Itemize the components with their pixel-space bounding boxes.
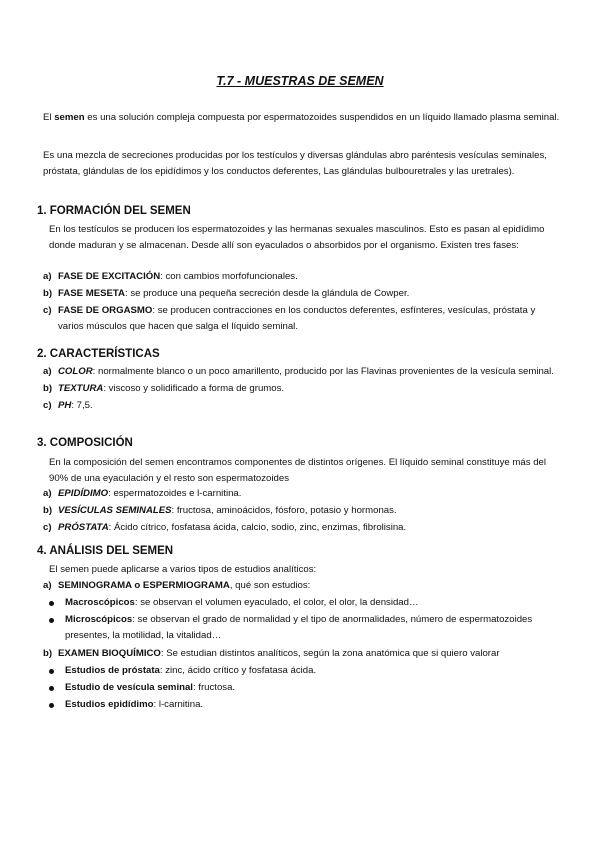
bullet-label: Microscópicos xyxy=(65,614,133,625)
section-heading-caracteristicas: 2. CARACTERÍSTICAS xyxy=(37,348,160,360)
item-text: : espermatozoides e l-carnitina. xyxy=(108,488,242,499)
list-marker: a) xyxy=(43,488,52,499)
list-item xyxy=(0,303,563,335)
section-text-analisis: El semen puede aplicarse a varios tipos de estudios analíticos: xyxy=(49,564,317,575)
list-marker: a) xyxy=(43,366,52,377)
item-label: SEMINOGRAMA o ESPERMIOGRAMA xyxy=(58,580,230,591)
bullet-dot xyxy=(49,618,54,623)
item-label: PH xyxy=(58,400,72,411)
section-heading-composicion: 3. COMPOSICIÓN xyxy=(37,437,133,449)
bullet-dot xyxy=(49,703,54,708)
bullet-dot xyxy=(49,601,54,606)
section-heading-analisis: 4. ANÁLISIS DEL SEMEN xyxy=(37,545,174,557)
list-item xyxy=(0,364,563,380)
item-text: , qué son estudios: xyxy=(229,580,311,591)
bullet-label: Estudio de vesícula seminal xyxy=(65,682,193,693)
item-text: : se producen contracciones en los conductos deferentes, esfínteres, vesículas, próstata y varios músculos que hacen que salga el líquido seminal. xyxy=(58,305,536,332)
section-text-composicion: En la composición del semen encontramos componentes de distintos orígenes. El líquido seminal constituye más del 90% de una eyaculación y el resto son espermatozoides xyxy=(49,457,547,484)
list-item xyxy=(0,646,563,662)
list-item xyxy=(0,269,563,285)
item-label: PRÓSTATA xyxy=(58,522,109,533)
bullet-text: : l-carnitina. xyxy=(153,699,204,710)
intro-paragraph-1 xyxy=(43,110,563,126)
item-text: : 7,5. xyxy=(71,400,93,411)
item-label: COLOR xyxy=(58,366,93,377)
intro-text: es una solución compleja compuesta por espermatozoides suspendidos en un líquido llamado plasma seminal. xyxy=(84,112,560,123)
list-marker: b) xyxy=(43,383,53,394)
bullet-text: : se observan el volumen eyaculado, el color, el olor, la densidad… xyxy=(134,597,419,608)
list-composicion xyxy=(0,486,600,537)
item-text: : normalmente blanco o un poco amarillento, producido por las Flavinas provenientes de la vesícula seminal. xyxy=(92,366,554,377)
item-label: VESÍCULAS SEMINALES xyxy=(58,505,172,516)
list-item xyxy=(0,398,563,414)
list-item xyxy=(0,486,563,502)
list-marker: a) xyxy=(43,580,52,591)
bullet-text: : zinc, ácido crítico y fosfatasa ácida. xyxy=(159,665,317,676)
page-title: T.7 - MUESTRAS DE SEMEN xyxy=(216,74,384,88)
list-item xyxy=(0,503,563,519)
list-caracteristicas xyxy=(0,364,600,415)
bullet-item xyxy=(0,680,555,696)
bullet-text: : fructosa. xyxy=(192,682,236,693)
item-text: : se produce una pequeña secreción desde la glándula de Cowper. xyxy=(125,288,410,299)
intro-text: El xyxy=(43,112,55,123)
list-marker: c) xyxy=(43,400,52,411)
list-seminograma xyxy=(0,578,600,645)
item-label: FASE DE ORGASMO xyxy=(58,305,153,316)
bullet-label: Estudios epidídimo xyxy=(65,699,154,710)
item-label: EPIDÍDIMO xyxy=(58,488,109,499)
bullet-label: Macroscópicos xyxy=(65,597,135,608)
bullet-item xyxy=(0,595,555,611)
list-examen-bioquimico xyxy=(0,646,600,714)
item-text: : Se estudian distintos analíticos, según la zona anatómica que si quiero valorar xyxy=(160,648,500,659)
item-text: : Ácido cítrico, fosfatasa ácida, calcio, sodio, zinc, enzimas, fibrolisina. xyxy=(108,522,407,533)
bullet-item xyxy=(0,697,555,713)
item-text: : viscoso y solidificado a forma de grumos. xyxy=(103,383,285,394)
intro-term: semen xyxy=(54,112,85,123)
item-label: FASE MESETA xyxy=(58,288,125,299)
bullet-item xyxy=(0,612,555,644)
list-item xyxy=(0,578,563,594)
intro-paragraph-2: Es una mezcla de secreciones producidas por los testículos y diversas glándulas abro paréntesis vesículas seminales, próstata, glándulas de los epidídimos y los conductos deferentes, Las glándulas bulbouretrales y las uretrales). xyxy=(43,150,547,177)
bullet-dot xyxy=(49,686,54,691)
list-marker: b) xyxy=(43,505,53,516)
item-label: FASE DE EXCITACIÓN xyxy=(58,271,161,282)
item-label: TEXTURA xyxy=(58,383,104,394)
section-heading-formacion: 1. FORMACIÓN DEL SEMEN xyxy=(37,205,191,217)
section-text-formacion: En los testículos se producen los espermatozoides y las hermanas sexuales masculinos. Esto es pasan al epidídimo donde maduran y se almacenan. Desde allí son eyaculados o absorbidos por el organismo. Existen tres fases: xyxy=(49,224,545,251)
list-item xyxy=(0,286,563,302)
bullet-text: : se observan el grado de normalidad y el tipo de anormalidades, número de espermatozoides presentes, la motilidad, la vitalidad… xyxy=(65,614,533,641)
list-fases xyxy=(0,269,600,336)
item-label: EXAMEN BIOQUÍMICO xyxy=(58,648,161,659)
item-text: : fructosa, aminoácidos, fósforo, potasio y hormonas. xyxy=(171,505,397,516)
bullet-dot xyxy=(49,669,54,674)
bullet-label: Estudios de próstata xyxy=(65,665,160,676)
list-item xyxy=(0,520,563,536)
bullet-item xyxy=(0,663,555,679)
list-item xyxy=(0,381,563,397)
list-marker: b) xyxy=(43,288,53,299)
item-text: : con cambios morfofuncionales. xyxy=(160,271,298,282)
list-marker: a) xyxy=(43,271,52,282)
list-marker: c) xyxy=(43,305,52,316)
list-marker: b) xyxy=(43,648,53,659)
list-marker: c) xyxy=(43,522,52,533)
